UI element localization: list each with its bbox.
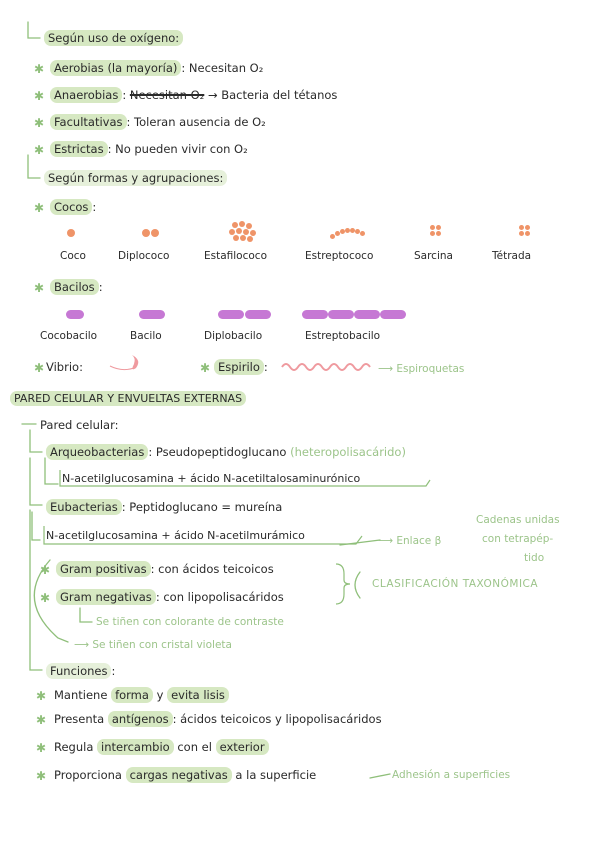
bacilos-label: Bacilos : xyxy=(50,282,103,294)
pared-subheading: Pared celular: xyxy=(40,418,119,432)
facultativas-item: Facultativas : Toleran ausencia de O₂ xyxy=(50,117,266,129)
forms-heading: Según formas y agrupaciones: xyxy=(44,173,227,185)
vibrio-shape xyxy=(104,352,144,374)
eubacterias-item: Eubacterias : Peptidoglucano = mureína xyxy=(46,502,282,514)
pared-title: PARED CELULAR Y ENVUELTAS EXTERNAS xyxy=(10,393,246,404)
gram-negativas-item: Gram negativas : con lipopolisacáridos xyxy=(56,592,284,604)
clasificacion-note: CLASIFICACIÓN TAXONÓMICA xyxy=(372,578,539,590)
tetrada-label: Tétrada xyxy=(492,250,532,262)
bullet-star-icon: ✱ xyxy=(36,769,47,783)
bullet-star-icon: ✱ xyxy=(34,116,45,130)
funcion-cargas: Proporciona cargas negativas a la superficie xyxy=(54,768,317,782)
cadenas-note-2: con tetrapép- xyxy=(482,533,554,545)
funciones-heading: Funciones : xyxy=(46,666,115,678)
bullet-star-icon: ✱ xyxy=(36,689,47,703)
tinen-contraste-note: Se tiñen con colorante de contraste xyxy=(96,616,284,628)
sarcina-label: Sarcina xyxy=(414,250,453,262)
cadenas-note-1: Cadenas unidas xyxy=(476,514,560,526)
espirilo-shape xyxy=(280,360,376,374)
tinen-cristal-note: ⟶ Se tiñen con cristal violeta xyxy=(74,639,232,651)
coco-shape xyxy=(67,229,75,237)
bullet-star-icon: ✱ xyxy=(40,591,51,605)
gram-positivas-item: Gram positivas : con ácidos teicoicos xyxy=(56,564,274,576)
espirilo-label: Espirilo : xyxy=(214,362,268,374)
arqueobacterias-composition: N-acetilglucosamina + ácido N-acetiltalosaminurónico xyxy=(62,472,361,485)
cocos-label: Cocos : xyxy=(50,202,96,214)
bullet-star-icon: ✱ xyxy=(200,361,211,375)
bullet-star-icon: ✱ xyxy=(34,361,45,375)
bacilo-label: Bacilo xyxy=(130,330,162,342)
eubac-bracket xyxy=(40,524,370,550)
bullet-star-icon: ✱ xyxy=(36,741,47,755)
cadenas-note-3: tido xyxy=(524,552,545,564)
bullet-star-icon: ✱ xyxy=(34,281,45,295)
arqueo-bracket xyxy=(56,468,436,490)
aerobias-item: Aerobias (la mayoría) : Necesitan O₂ xyxy=(50,63,263,75)
clasificacion-brace xyxy=(330,560,360,608)
arqueobacterias-item: Arqueobacterias : Pseudopeptidoglucano (heteropolisacárido) xyxy=(46,447,406,459)
bullet-star-icon: ✱ xyxy=(34,62,45,76)
coco-label: Coco xyxy=(60,250,86,262)
funcion-forma: Mantiene forma y evita lisis xyxy=(54,690,229,702)
estreptobacilo-label: Estreptobacilo xyxy=(305,330,381,342)
adhesion-note: Adhesión a superficies xyxy=(392,769,511,781)
estrictas-item: Estrictas : No pueden vivir con O₂ xyxy=(50,144,248,156)
bullet-star-icon: ✱ xyxy=(34,201,45,215)
anaerobias-item: Anaerobias : Necesitan O₂ → Bacteria del tétanos xyxy=(50,90,337,102)
estafilococo-label: Estafilococo xyxy=(204,250,268,262)
cocobacilo-shape xyxy=(66,310,84,319)
bullet-star-icon: ✱ xyxy=(34,89,45,103)
funcion-antigenos: Presenta antígenos : ácidos teicoicos y lipopolisacáridos xyxy=(54,712,382,726)
bacilo-shape xyxy=(139,310,165,319)
cocobacilo-label: Cocobacilo xyxy=(40,330,98,342)
oxygen-heading: Según uso de oxígeno: xyxy=(44,33,183,45)
eubacterias-composition: N-acetilglucosamina + ácido N-acetilmurámico xyxy=(46,529,305,542)
funcion-intercambio: Regula intercambio con el exterior xyxy=(54,742,269,754)
diplobacilo-label: Diplobacilo xyxy=(204,330,263,342)
bullet-star-icon: ✱ xyxy=(36,713,47,727)
estreptococo-label: Estreptococo xyxy=(305,250,374,262)
espiroquetas-note: ⟶ Espiroquetas xyxy=(378,363,465,375)
bullet-star-icon: ✱ xyxy=(40,563,51,577)
vibrio-label: Vibrio: xyxy=(46,360,83,374)
enlace-note: ⟶ Enlace β xyxy=(378,535,442,547)
bullet-star-icon: ✱ xyxy=(34,143,45,157)
diplococo-label: Diplococo xyxy=(118,250,170,262)
